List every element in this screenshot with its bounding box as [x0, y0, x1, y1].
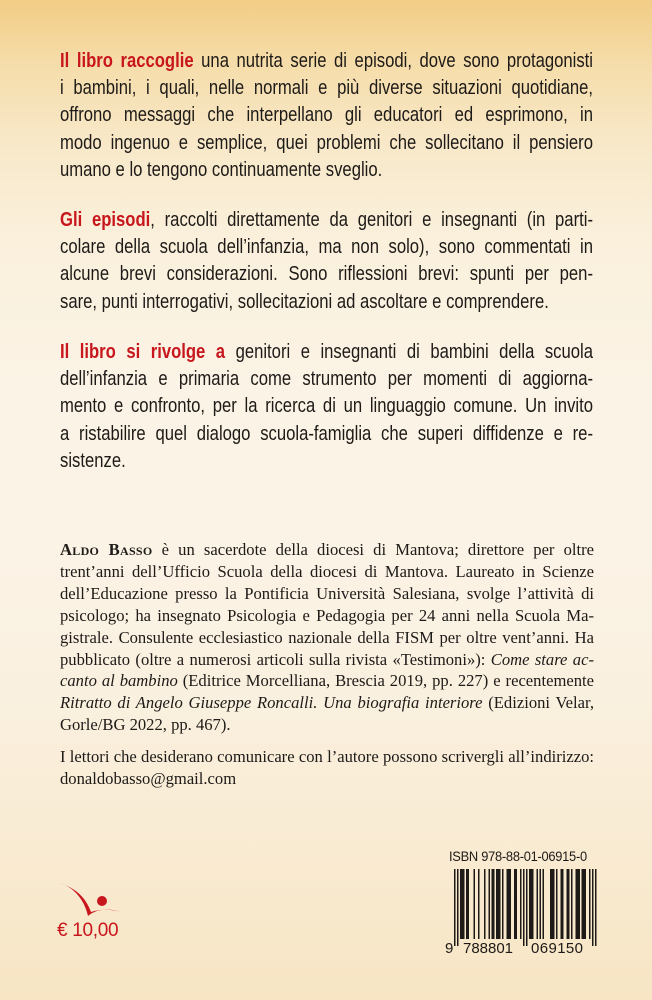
barcode-bar [463, 869, 465, 939]
barcode-bar [568, 869, 570, 939]
barcode-bar [552, 869, 554, 939]
blurb-line-text: umano e lo tengono continuamente sveglio. [60, 157, 383, 181]
blurb-line-text: una nutrita serie di episodi, dove sono protagonisti [193, 49, 593, 72]
barcode-bar [493, 869, 495, 939]
blurb-line [60, 101, 593, 128]
author-bio-line [60, 539, 594, 561]
barcode-bar [595, 869, 597, 946]
barcode-digit-first: 9 [445, 940, 454, 957]
blurb-line-text: alcune brevi considerazioni. Sono riflessioni brevi: spunti per pen- [60, 262, 593, 286]
barcode-bar [468, 869, 470, 939]
barcode-bar [484, 869, 486, 939]
barcode-bar [516, 869, 518, 939]
barcode-bar [576, 869, 578, 939]
barcode-bar [514, 869, 516, 939]
barcode-bar [462, 869, 464, 939]
barcode-bar [520, 869, 522, 939]
barcode-bar [531, 869, 533, 939]
author-name: Aldo Basso [60, 540, 153, 559]
swoosh-head [97, 896, 107, 906]
barcode-digits-right: 069150 [531, 940, 583, 957]
blurb-line-text: , raccolti direttamente da genitori e insegnanti (in parti- [150, 208, 593, 231]
author-bio-line [60, 605, 594, 627]
barcode-bar [577, 869, 579, 939]
blurb-highlight: Il libro si rivolge a [60, 340, 226, 363]
blurb-line [60, 129, 593, 156]
barcode-bar [526, 869, 528, 946]
blurb-line [60, 392, 593, 419]
barcode-bar [556, 869, 558, 939]
blurb-line [60, 420, 593, 447]
book-title: Ritratto di Angelo Giuseppe Roncalli. Una biografia interiore [60, 693, 483, 713]
contact-text: I lettori che desiderano comunicare con l’autore possono scrivergli all’indirizzo: [60, 747, 594, 766]
bio-text: trent’anni dell’Ufficio Scuola della diocesi di Mantova. Laureato in Scienze [60, 561, 594, 581]
barcode-bar [496, 869, 498, 939]
blurb-highlight: Il libro raccoglie [60, 49, 194, 72]
barcode-bar [460, 869, 462, 939]
barcode-bar [529, 869, 531, 939]
blurb-line-text: offrono messaggi che interpellano gli educatori ed esprimono, in [60, 103, 593, 127]
barcode-bars [454, 869, 597, 946]
barcode-bar [466, 869, 468, 939]
blurb-line-text: modo ingenuo e semplice, quei problemi che sollecitano il pensiero [60, 130, 593, 154]
author-bio-line [60, 670, 594, 692]
author-bio-line [60, 627, 594, 649]
blurb-line [60, 288, 593, 315]
swoosh-shape [59, 883, 122, 916]
barcode-bar [499, 869, 501, 939]
book-title: Come stare ac- [490, 649, 594, 669]
bio-text: gistrale. Consulente ecclesiastico nazionale della FISM per oltre vent’anni. Ha [60, 627, 594, 647]
blurb-line-text: a ristabilire quel dialogo scuola-famiglia che superi diffidenze e re- [60, 421, 593, 445]
isbn-label: ISBN 978-88-01-06915-0 [449, 848, 587, 864]
barcode-bar [543, 869, 545, 939]
barcode-bar [457, 869, 459, 946]
barcode-bar [532, 869, 534, 939]
barcode-bar [474, 869, 476, 939]
blurb-line [60, 47, 593, 74]
barcode-bar [589, 869, 591, 939]
blurb-line [60, 447, 593, 474]
author-bio-line [60, 649, 594, 671]
barcode-bar [550, 869, 552, 939]
barcode-bar [454, 869, 456, 946]
barcode-bar [498, 869, 500, 939]
barcode-bar [489, 869, 491, 939]
price-label: € 10,00 [57, 920, 119, 941]
blurb-line [60, 338, 593, 365]
blurb-line [60, 206, 593, 233]
blurb-line-text: i bambini, i quali, nelle normali e più diverse situazioni quotidiane, [60, 76, 593, 100]
bio-text: (Editrice Morcelliana, Brescia 2019, pp. 227) e recentemente [177, 671, 594, 691]
contact-email[interactable]: donaldobasso@gmail.com [60, 769, 237, 788]
blurb-line-text: genitori e insegnanti di bambini della scuola [225, 340, 593, 363]
bio-text: Gorle/BG 2022, pp. 467). [60, 715, 231, 735]
bio-text: è un sacerdote della diocesi di Mantova; direttore per oltre [152, 540, 594, 559]
author-bio-line [60, 714, 594, 736]
bio-text: psicologo; ha insegnato Psicologia e Pedagogia per 24 anni nella Scuola Ma- [60, 605, 594, 625]
barcode-bar [582, 869, 584, 939]
barcode-bar [478, 869, 480, 939]
barcode [445, 848, 611, 958]
author-bio-line [60, 583, 594, 605]
barcode-bar [553, 869, 555, 939]
barcode-bar [571, 869, 573, 939]
blurb-line-text: colare della scuola dell’infanzia, ma non solo), sono commentati in [60, 235, 593, 259]
bio-text: pubblicato (oltre a numerosi articoli sulla rivista «Testimoni»): [60, 649, 491, 669]
barcode-bar [583, 869, 585, 939]
barcode-digits-left: 788801 [463, 940, 513, 957]
barcode-bar [502, 869, 504, 939]
blurb-line [60, 365, 593, 392]
barcode-bar [507, 869, 509, 939]
blurb-line [60, 260, 593, 287]
barcode-bar [523, 869, 525, 946]
barcode-bar [567, 869, 569, 939]
barcode-bar [510, 869, 512, 939]
barcode-bar [592, 869, 594, 946]
barcode-bar [540, 869, 542, 939]
publisher-swoosh-figure-icon [56, 876, 126, 920]
blurb-line-text: mento e confronto, per la ricerca di un linguaggio comune. Un invito [60, 394, 593, 418]
barcode-bar [508, 869, 510, 939]
blurb-highlight: Gli episodi [60, 208, 151, 231]
barcode-bar [561, 869, 563, 939]
book-title: canto al bambino [60, 671, 178, 691]
blurb-line-text: sare, punti interrogativi, sollecitazioni ad ascoltare e comprendere. [60, 289, 549, 313]
bio-text: dell’Educazione presso la Pontificia Università Salesiana, svolge l’attività di [60, 583, 594, 603]
barcode-bar [537, 869, 539, 939]
blurb-line [60, 74, 593, 101]
blurb-line-text: sistenze. [60, 448, 126, 472]
author-bio-line [60, 692, 594, 714]
barcode-bar [585, 869, 587, 939]
blurb-line [60, 233, 593, 260]
barcode-bar [579, 869, 581, 939]
blurb-line [60, 156, 593, 183]
barcode-bar [492, 869, 494, 939]
blurb-line-text: dell’infanzia e primaria come strumento per momenti di aggiorna- [60, 367, 593, 391]
author-bio-line [60, 561, 594, 583]
barcode-bar [562, 869, 564, 939]
bio-text: (Edizioni Velar, [482, 693, 594, 713]
